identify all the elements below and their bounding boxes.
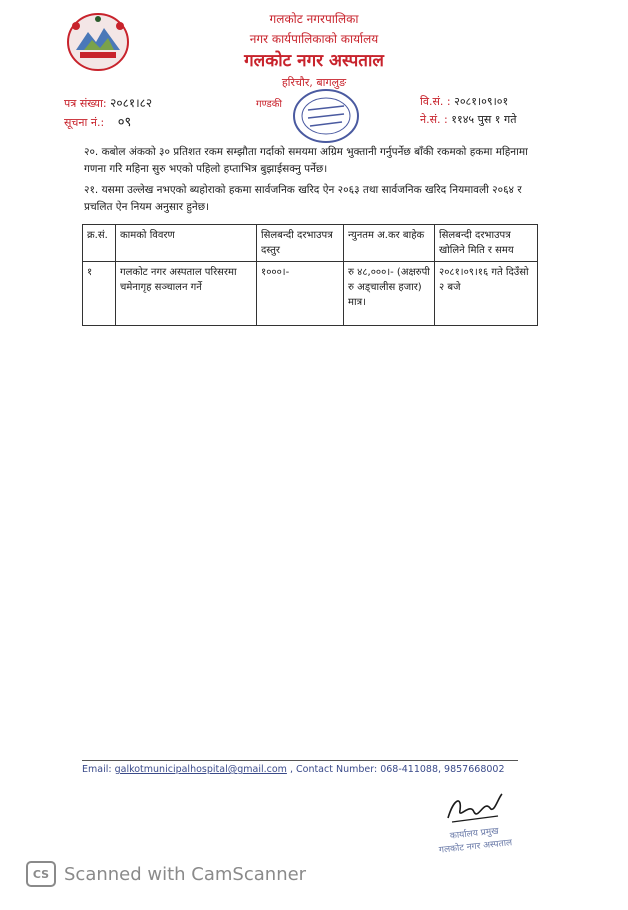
- table-header-opening-date: सिलबन्दी दरभाउपत्र खोलिने मिति र समय: [435, 225, 538, 262]
- signature-title: कार्यालय प्रमुख: [449, 826, 500, 842]
- date-bs-value: २०८१।०९।०१: [454, 95, 509, 108]
- table-cell-minimum: रु ४८,०००।- (अक्षरुपी रु अड्चालीस हजार) मात्र।: [344, 262, 435, 326]
- date-bs-label: वि.सं. :: [420, 95, 451, 108]
- hospital-location: हरिचौर, बागलुङ: [281, 76, 347, 89]
- table-cell-opening-date: २०८१।०९।१६ गते दिउँसो २ बजे: [435, 262, 538, 326]
- footer-contact: [82, 764, 505, 775]
- camscanner-logo-icon: CS: [26, 861, 56, 887]
- date-ns-label: ने.सं. :: [420, 113, 448, 126]
- signature-stamp: [419, 822, 531, 859]
- date-ns-row: [420, 112, 517, 127]
- municipality-name: गलकोट नगरपालिका: [269, 12, 359, 26]
- date-ns-value: ११४५ पुस १ गते: [451, 113, 517, 126]
- table-header-fee: सिलबन्दी दरभाउपत्र दस्तुर: [257, 225, 344, 262]
- handwritten-signature: [440, 788, 510, 828]
- letter-number-label: पत्र संख्या:: [64, 97, 107, 110]
- footer-email-label: Email:: [82, 764, 112, 775]
- table-cell-fee: १०००।-: [257, 262, 344, 326]
- table-header-row: [83, 225, 538, 262]
- office-stamp: [290, 86, 362, 146]
- date-bs-row: [420, 94, 508, 109]
- table-header-minimum: न्युनतम अ.कर बाहेक: [344, 225, 435, 262]
- table-header-sn: क्र.सं.: [83, 225, 116, 262]
- notice-number-row: [64, 112, 131, 130]
- camscanner-text: Scanned with CamScanner: [64, 863, 307, 885]
- table-cell-description: गलकोट नगर अस्पताल परिसरमा चमेनागृह सञ्चालन गर्ने: [116, 262, 257, 326]
- notice-number-label: सूचना नं.:: [64, 116, 105, 129]
- signature-office: गलकोट नगर अस्पताल: [438, 838, 513, 856]
- letter-number-row: [64, 94, 152, 111]
- hospital-name: गलकोट नगर अस्पताल: [244, 51, 384, 71]
- clause-21: २१. यसमा उल्लेख नभएको ब्यहोराको हकमा सार्वजनिक खरिद ऐन २०६३ तथा सार्वजनिक खरिद नियमावली २०६४ र प्रचलित ऐन नियम अनुसार हुनेछ।: [84, 184, 522, 213]
- notice-number-value: ०९: [117, 115, 132, 130]
- table-row: [83, 262, 538, 326]
- table-header-description: कामको विवरण: [116, 225, 257, 262]
- clause-20: २०. कबोल अंकको ३० प्रतिशत रकम सम्झौता गर्दाको समयमा अग्रिम भुक्तानी गर्नुपर्नेछ बाँकी रकमको हकमा महिनामा गणना गरि महिना सुरु भएको पहिलो हप्ताभित्र बुझाईसक्नु पर्नेछ।: [84, 146, 528, 175]
- table-cell-sn: १: [83, 262, 116, 326]
- footer-contact-numbers: , Contact Number: 068-411088, 9857668002: [289, 764, 505, 775]
- province-name: गण्डकी: [256, 99, 282, 110]
- letter-number-value: २०८१।८२: [110, 96, 153, 110]
- footer-email-link[interactable]: galkotmunicipalhospital@gmail.com: [114, 764, 287, 775]
- bid-table: [82, 224, 538, 326]
- camscanner-watermark: [26, 861, 306, 887]
- office-name: नगर कार्यपालिकाको कार्यालय: [249, 32, 379, 46]
- footer-divider: [82, 760, 518, 761]
